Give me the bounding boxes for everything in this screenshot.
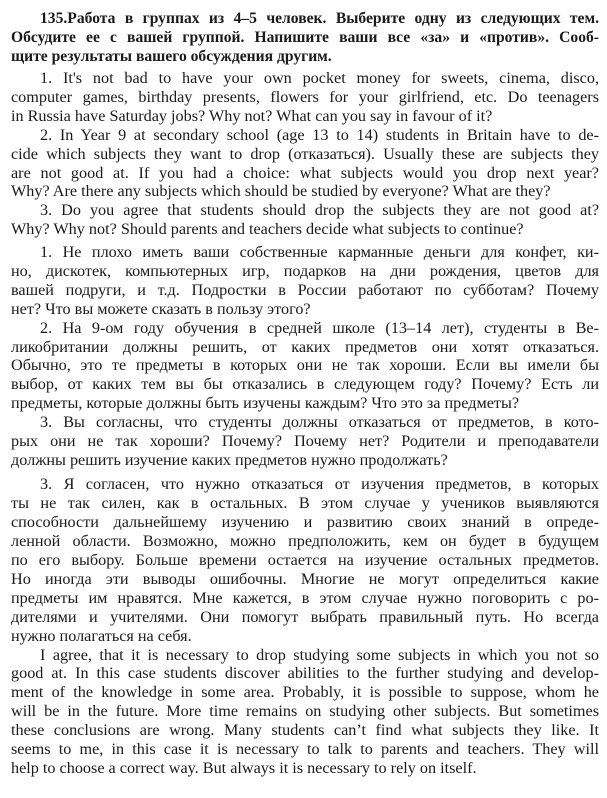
- header-line: Обсудите ее с вашей группой. Напишите ваши все «за» и «против». Сооб-: [11, 29, 599, 46]
- text-line: 2. In Year 9 at secondary school (age 13 to 14) students in Britain have to de-: [40, 126, 599, 144]
- text-line: help to choose a correct way. But always it is necessary to rely on itself.: [11, 759, 477, 777]
- header-line: 135.Работа в группах из 4–5 человек. Выберите одну из следующих тем.: [40, 10, 599, 27]
- text-line: 3. Вы согласны, что студенты должны отказаться от предметов, в кото-: [40, 413, 599, 431]
- text-line: Но иногда эти выводы ошибочны. Многие не могут определиться какие: [11, 570, 599, 588]
- text-line: но, дискотек, компьютерных игр, подарков на дни рождения, цветов для: [11, 262, 599, 280]
- text-line: Обычно, это те предметы в которых они не так хороши. Если вы имели бы: [11, 356, 599, 374]
- text-line: выбор, от каких тем вы бы отказались в следующем году? Почему? Есть ли: [11, 375, 599, 393]
- text-line: способности дальнейшему изучению и развитию своих знаний в опреде-: [11, 513, 599, 531]
- text-line: должны решить изучение каких предметов нужно продолжать?: [11, 451, 448, 469]
- text-line: ликобритании должны решить, от каких предметов они хотят отказаться.: [11, 338, 599, 356]
- text-line: Why? Why not? Should parents and teachers decide what subjects to continue?: [11, 220, 524, 238]
- header-line: щите результаты вашего обсуждения другим.: [11, 48, 332, 65]
- text-line: ты не так силен, как в остальных. В этом случае у учеников выявляются: [11, 494, 599, 512]
- text-line: нет? Что вы можете сказать в пользу этого?: [11, 300, 311, 318]
- text-line: по его выбору. Больше времени остается на изучение остальных предметов.: [11, 551, 599, 569]
- text-line: 3. Do you agree that students should drop the subjects they are not good at?: [40, 201, 599, 219]
- text-line: рых они не так хороши? Почему? Почему нет? Родители и преподаватели: [11, 432, 599, 450]
- text-line: I agree, that it is necessary to drop studying some subjects in which you not so: [40, 646, 599, 664]
- text-line: in Russia have Saturday jobs? Why not? What can you say in favour of it?: [11, 107, 493, 125]
- text-line: 1. Не плохо иметь ваши собственные карманные деньги для конфет, ки-: [40, 243, 599, 261]
- text-line: seems to me, in this case it is necessary to talk to parents and teachers. They will: [11, 740, 599, 758]
- text-line: предметы, которые должны быть изучены каждым? Что это за предметы?: [11, 394, 520, 412]
- text-line: 1. It's not bad to have your own pocket money for sweets, cinema, disco,: [40, 69, 599, 87]
- text-line: ленной области. Возможно, можно предположить, кем он будет в будущем: [11, 532, 599, 550]
- text-line: дителями и учителями. Они помогут выбрать правильный путь. Но всегда: [11, 608, 599, 626]
- text-line: computer games, birthday presents, flowers for your girlfriend, etc. Do teenagers: [11, 88, 599, 106]
- text-line: 3. Я согласен, что нужно отказаться от изучения предметов, в которых: [40, 475, 599, 493]
- text-line: ment of the knowledge in some area. Probably, it is possible to suppose, whom he: [11, 683, 599, 701]
- text-line: will be in the future. More time remains on studying other subjects. But sometimes: [11, 702, 599, 720]
- text-line: these conclusions are wrong. Many students can’t find what subjects they like. It: [11, 721, 599, 739]
- text-line: are not good at. If you had a choice: what subjects would you drop next year?: [11, 164, 599, 182]
- text-line: вашей подруги, и т.д. Подростки в России работают по субботам? Почему: [11, 281, 599, 299]
- text-line: нужно полагаться на себя.: [11, 627, 192, 645]
- text-line: Why? Are there any subjects which should be studied by everyone? What are they?: [11, 182, 551, 200]
- text-line: good at. In this case students discover abilities to the further studying and develop-: [11, 664, 599, 682]
- text-line: 2. На 9-ом году обучения в средней школе (13–14 лет), студенты в Ве-: [40, 319, 599, 337]
- text-line: cide which subjects they want to drop (отказаться). Usually these are subjects they: [11, 145, 599, 163]
- text-line: предметы им нравятся. Мне кажется, в этом случае нужно поговорить с ро-: [11, 589, 599, 607]
